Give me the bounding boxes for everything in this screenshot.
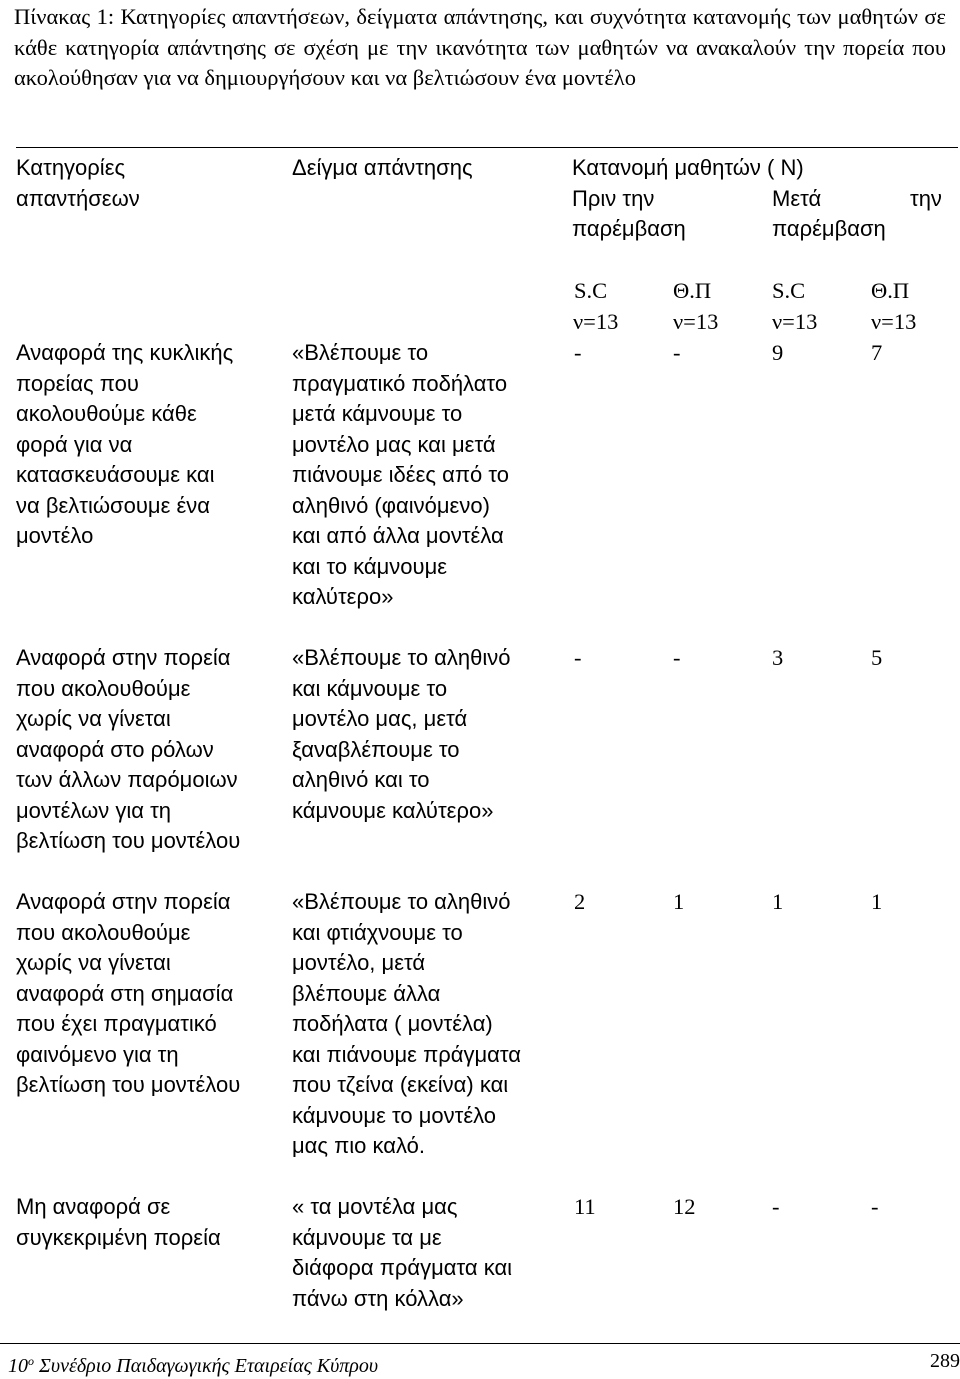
row-category: Αναφορά της κυκλικής πορείας που ακολουθούμε κάθε φορά για να κατασκευάσουμε και να βελτιώσουμε ένα μοντέλο	[16, 340, 234, 548]
header-before-2: παρέμβαση	[572, 216, 686, 241]
row-category: Αναφορά στην πορεία που ακολουθούμε χωρίς να γίνεται αναφορά στη σημασία που έχει πραγματικό φαινόμενο για τη βελτίωση του μοντέλου	[16, 889, 241, 1097]
header-after-the: την	[910, 186, 942, 211]
subcol-tp-before: Θ.Π	[673, 278, 712, 303]
subcol-tp-after: Θ.Π	[871, 278, 910, 303]
row-value-tp-before: -	[673, 340, 681, 365]
subcol-n-tp-before: ν=13	[673, 309, 719, 334]
header-sample: Δείγμα απάντησης	[292, 155, 473, 180]
row-sample: « τα μοντέλα μας κάμνουμε τα με διάφορα πράγματα και πάνω στη κόλλα»	[292, 1194, 513, 1311]
row-category: Αναφορά στην πορεία που ακολουθούμε χωρίς να γίνεται αναφορά στο ρόλων των άλλων παρόμοιων μοντέλων για τη βελτίωση του μοντέλου	[16, 645, 241, 853]
row-value-sc-before: -	[574, 645, 582, 670]
page-number: 289	[930, 1350, 960, 1372]
row-sample: «Βλέπουμε το αληθινό και κάμνουμε το μοντέλο μας, μετά ξαναβλέπουμε το αληθινό και το κάμνουμε καλύτερο»	[292, 645, 511, 823]
row-value-tp-after: -	[871, 1194, 879, 1219]
subcol-sc-after: S.C	[772, 278, 806, 303]
subcol-sc-before: S.C	[574, 278, 608, 303]
footer-conference-number: 10	[8, 1355, 28, 1377]
row-value-tp-before: -	[673, 645, 681, 670]
subcol-n-sc-before: ν=13	[573, 309, 619, 334]
row-value-sc-after: 1	[772, 889, 784, 914]
row-value-sc-after: -	[772, 1194, 780, 1219]
row-value-sc-before: -	[574, 340, 582, 365]
row-sample: «Βλέπουμε το πραγματικό ποδήλατο μετά κάμνουμε το μοντέλο μας και μετά πιάνουμε ιδέες από το αληθινό (φαινόμενο) και από άλλα μοντέλα και το κάμνουμε καλύτερο»	[292, 340, 509, 609]
header-after-2: παρέμβαση	[772, 216, 886, 241]
footer-conference-name: Συνέδριο Παιδαγωγικής Εταιρείας Κύπρου	[34, 1355, 379, 1377]
row-value-sc-after: 9	[772, 340, 784, 365]
footer-conference	[8, 1348, 378, 1379]
header-categories: Κατηγορίες απαντήσεων	[16, 155, 140, 211]
header-before-1: Πριν την	[572, 186, 655, 211]
table-top-rule	[16, 147, 958, 148]
row-value-tp-before: 12	[673, 1194, 696, 1219]
row-value-tp-before: 1	[673, 889, 685, 914]
row-sample: «Βλέπουμε το αληθινό και φτιάχνουμε το μοντέλο, μετά βλέπουμε άλλα ποδήλατα ( μοντέλα) και πιάνουμε πράγματα που τζείνα (εκείνα) και κάμνουμε το μοντέλο μας πιο καλό.	[292, 889, 522, 1158]
row-value-sc-before: 11	[574, 1194, 596, 1219]
subcol-n-sc-after: ν=13	[772, 309, 818, 334]
row-value-tp-after: 1	[871, 889, 883, 914]
footer-rule	[0, 1343, 960, 1344]
row-value-tp-after: 7	[871, 340, 883, 365]
row-category: Μη αναφορά σε συγκεκριμένη πορεία	[16, 1194, 221, 1250]
header-after-1: Μετά	[772, 186, 822, 211]
table-caption: Πίνακας 1: Κατηγορίες απαντήσεων, δείγματα απάντησης, και συχνότητα κατανομής των μαθητών σε κάθε κατηγορία απάντησης σε σχέση με την ικανότητα των μαθητών να ανακαλούν την πορεία που ακολούθησαν για να δημιουργήσουν και να βελτιώσουν ένα μοντέλο	[14, 4, 946, 90]
row-value-sc-before: 2	[574, 889, 586, 914]
row-value-tp-after: 5	[871, 645, 883, 670]
footer-conference-ordinal: ο	[28, 1354, 34, 1368]
subcol-n-tp-after: ν=13	[871, 309, 917, 334]
row-value-sc-after: 3	[772, 645, 784, 670]
header-distribution: Κατανομή μαθητών ( N)	[572, 155, 804, 180]
